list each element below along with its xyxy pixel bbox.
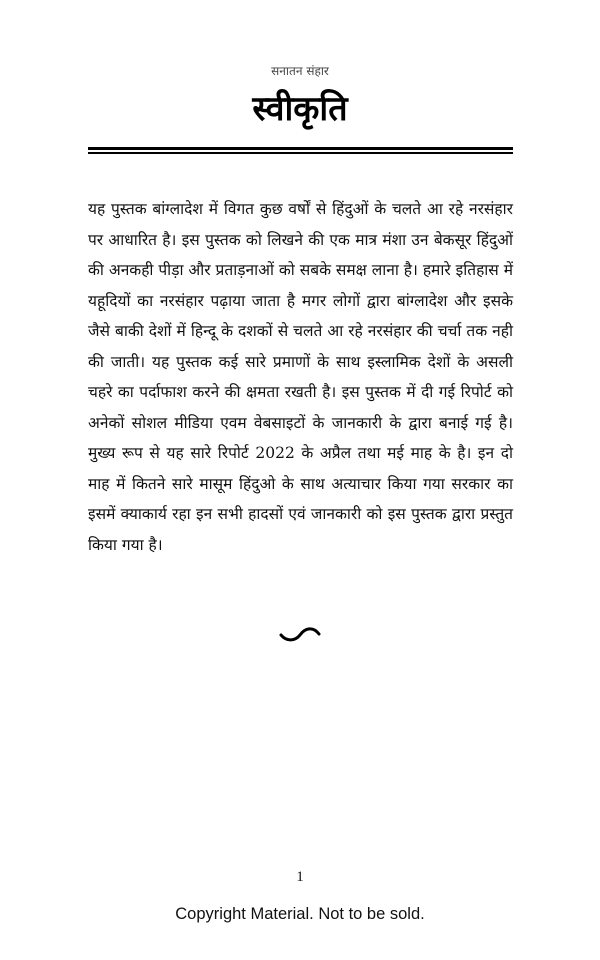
page-number: 1 [296, 869, 304, 885]
swash-ornament-icon [279, 622, 321, 644]
section-ornament [0, 622, 600, 649]
title-rule-thick [88, 147, 513, 150]
chapter-title: स्वीकृति [252, 89, 348, 129]
running-head: सनातन संहार [271, 64, 329, 78]
copyright-notice: Copyright Material. Not to be sold. [175, 905, 425, 923]
title-rule-thin [88, 152, 513, 154]
body-paragraph: यह पुस्तक बांग्लादेश में विगत कुछ वर्षों से हिंदुओं के चलते आ रहे नरसंहार पर आधारित है। इस पुस्तक को लिखने की एक मात्र मंशा उन बेकसूर हिंदुओं की अनकही पीड़ा और प्रताड़नाओं को सबके समक्ष लाना है। हमारे इतिहास में यहूदियों का नरसंहार पढ़ाया जाता है मगर लोगों द्वारा बांग्लादेश और इसके जैसे बाकी देशों में हिन्दू के दशकों से चलते आ रहे नरसंहार की चर्चा तक नही की जाती। यह पुस्तक कई सारे प्रमाणों के साथ इस्लामिक देशों के असली चहरे का पर्दाफाश करने की क्षमता रखती है। इस पुस्तक में दी गई रिपोर्ट को अनेकों सोशल मीडिया एवम वेबसाइटों के जानकारी के द्वारा बनाई गई है। मुख्य रूप से यह सारे रिपोर्ट 2022 के अप्रैल तथा मई माह के है। इन दो माह में कितने सारे मासूम हिंदुओ के साथ अत्याचार किया गया सरकार का इसमें क्याकार्य रहा इन सभी हादसों एवं जानकारी को इस पुस्तक द्वारा प्रस्तुत किया गया है। [88, 200, 513, 554]
